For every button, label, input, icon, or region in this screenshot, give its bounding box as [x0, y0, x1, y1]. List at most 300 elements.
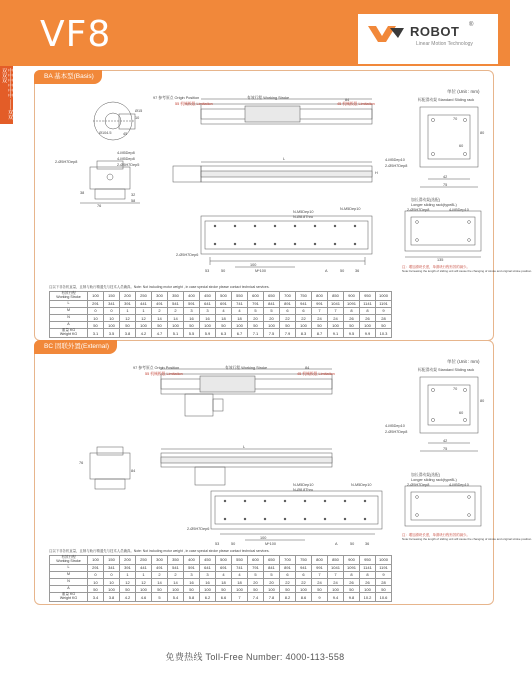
table-cell: 26: [360, 314, 376, 321]
table-cell: 12: [136, 578, 152, 585]
table-cell: 20: [264, 314, 280, 321]
table-cell: 3.4: [88, 593, 104, 602]
table-cell: 20: [264, 578, 280, 585]
table-cell: 1191: [376, 564, 392, 571]
table-cell: 18: [216, 314, 232, 321]
table-cell: 5: [248, 571, 264, 578]
table-cell: 3: [200, 571, 216, 578]
unit-label: 单位 (Unit : mm): [447, 89, 480, 94]
rack-note-en: Note:Increasing the length of sliding unit will cause the changing of stroke and original stroke position.: [402, 269, 532, 273]
rack-note-cn: 注：增加滑块长度，单滑块行程有效的减少。: [402, 533, 470, 537]
table-cell: 5.4: [168, 593, 184, 602]
table-cell: 10.3: [376, 329, 392, 338]
table-cell: 350: [168, 292, 184, 301]
table-cell: 24: [312, 314, 328, 321]
table-row: [50, 593, 392, 602]
height-h-label: H: [375, 171, 378, 175]
table-cell: 100: [104, 586, 120, 593]
dim-80: 80: [480, 399, 485, 403]
dim-70: 70: [453, 387, 458, 391]
mech-limit-right-label: 45 机械极限 Limitation: [337, 102, 375, 106]
table-cell: 50: [216, 586, 232, 593]
table-cell: 100: [136, 322, 152, 329]
table-cell: 100: [104, 322, 120, 329]
table-cell: 100: [200, 322, 216, 329]
table-cell: 4.2: [120, 593, 136, 602]
table-cell: 850: [328, 556, 344, 565]
table-cell: 7: [312, 571, 328, 578]
dim-53: 53: [205, 269, 210, 273]
side-tab-text: 中中中中中中 ——双双双双双: [1, 68, 13, 120]
table-row: [50, 571, 392, 578]
dim-70: 70: [453, 117, 458, 121]
dim-60: 60: [459, 144, 464, 148]
table-row: [50, 578, 392, 585]
table-cell: 12: [120, 578, 136, 585]
table-cell: 22: [280, 314, 296, 321]
table-cell: 9.1: [328, 329, 344, 338]
table-cell: 791: [248, 300, 264, 307]
table-cell: 14: [152, 578, 168, 585]
long-rack-dim-135: 135: [437, 258, 444, 262]
table-cell: 3: [184, 571, 200, 578]
m5-dep8-label: 4-M5Dep8: [117, 151, 135, 155]
table-cell: 891: [280, 300, 296, 307]
table-cell: 6: [296, 571, 312, 578]
table-cell: 7.1: [248, 329, 264, 338]
table-cell: 400: [184, 556, 200, 565]
table-cell: 4: [216, 571, 232, 578]
table-cell: 50: [88, 322, 104, 329]
long-rack-subtitle: Longer sliding rack(type8L): [411, 203, 457, 207]
table-cell: 100: [168, 322, 184, 329]
dim-75: 75: [443, 447, 448, 451]
table-cell: 4.2: [136, 329, 152, 338]
table-cell: 8.7: [312, 329, 328, 338]
table-cell: 24: [328, 314, 344, 321]
table-cell: 1141: [360, 564, 376, 571]
origin-label: 97 参考原点 Origin Position: [153, 96, 200, 100]
table-cell: 2: [152, 307, 168, 314]
table-cell: 300: [152, 556, 168, 565]
m100-label: M*100: [255, 269, 266, 273]
table-cell: 8: [360, 571, 376, 578]
table-row: [50, 564, 392, 571]
table-row: [50, 300, 392, 307]
mech-limit-left-label: 55 机械极限 Limitation: [175, 102, 213, 106]
table-cell: 741: [232, 300, 248, 307]
table-cell: 5.8: [184, 593, 200, 602]
page-header: [0, 0, 510, 66]
dim-104: Ø104.5: [99, 131, 112, 135]
table-cell: 5.9: [200, 329, 216, 338]
long-rack-title: 加长滑动架(选配): [411, 473, 441, 477]
table-cell: 16: [184, 314, 200, 321]
table-row: [50, 322, 392, 329]
table-cell: 841: [264, 564, 280, 571]
table-cell: 7.8: [264, 593, 280, 602]
table-cell: 10.6: [376, 593, 392, 602]
table-cell: 9.8: [344, 593, 360, 602]
table-cell: 100: [264, 586, 280, 593]
table-cell: 28: [376, 314, 392, 321]
mech-limit-left-label: 55 机械极限 Limitation: [145, 372, 183, 376]
dim-a: A: [335, 542, 338, 546]
table-cell: 3.1: [88, 329, 104, 338]
rack-h7-label: 2-Ø5H7Dep8: [385, 430, 408, 434]
table-cell: 9: [312, 593, 328, 602]
table-cell: 8: [344, 571, 360, 578]
table-cell: 10: [88, 314, 104, 321]
brand-tagline: Linear Motion Technology: [416, 41, 473, 47]
table-cell: 391: [120, 564, 136, 571]
small-n-label: N-M5Dep10: [351, 483, 372, 487]
table-cell: 700: [280, 292, 296, 301]
table-cell: 0: [88, 307, 104, 314]
side-tab: [0, 66, 13, 124]
table-cell: 50: [280, 586, 296, 593]
h7-dep8-label: 2-Ø5H7Dep5: [117, 163, 140, 167]
table-cell: 641: [200, 564, 216, 571]
table-cell: 22: [280, 578, 296, 585]
table-cell: 1191: [376, 300, 392, 307]
table-cell: 50: [376, 322, 392, 329]
table-cell: 891: [280, 564, 296, 571]
rack-h7-label: 2-Ø5H7Dep8: [385, 164, 408, 168]
table-cell: 50: [216, 322, 232, 329]
table-cell: 341: [104, 564, 120, 571]
n-m5-label: N-M5Dep10: [293, 483, 314, 487]
table-cell: 1091: [344, 300, 360, 307]
dim-84b: 84: [131, 469, 136, 473]
table-cell: 50: [376, 586, 392, 593]
table-cell: 50: [184, 586, 200, 593]
dim-50b: 50: [350, 542, 355, 546]
table-cell: 941: [296, 564, 312, 571]
rack-title: 标配滑动架 Standard Sliding rack: [418, 98, 475, 102]
table-cell: 5: [264, 571, 280, 578]
rack-m5-label: 4-M5Dep10: [385, 158, 405, 162]
table-cell: 18: [232, 314, 248, 321]
table-cell: 991: [312, 300, 328, 307]
table-cell: 50: [88, 586, 104, 593]
table-cell: 2: [152, 571, 168, 578]
table-cell: 5.1: [168, 329, 184, 338]
table-cell: 1141: [360, 300, 376, 307]
table-cell: 200: [120, 292, 136, 301]
table-cell: 100: [232, 322, 248, 329]
table-cell: 691: [216, 564, 232, 571]
origin-label: 97 参考原点 Origin Position: [133, 366, 180, 370]
table-cell: 100: [296, 322, 312, 329]
table-cell: 441: [136, 300, 152, 307]
dim-53: 53: [215, 542, 220, 546]
length-l-label: L: [243, 445, 246, 449]
panel-basis-tag: BA 基本型(Basis): [34, 70, 102, 84]
table-cell: 有效行程 Working Stroke: [50, 292, 88, 301]
table-cell: 8.2: [280, 593, 296, 602]
table-cell: 650: [264, 292, 280, 301]
table-cell: 150: [104, 556, 120, 565]
dim-45: 45: [123, 132, 128, 136]
table-cell: 900: [344, 292, 360, 301]
table-cell: 591: [184, 564, 200, 571]
table-cell: 1: [120, 307, 136, 314]
brand-name: ROBOT: [410, 24, 460, 39]
table-cell: 1041: [328, 564, 344, 571]
n-thru-label: N-Ø8.8Thru: [293, 488, 314, 492]
table-cell: 500: [216, 292, 232, 301]
table-cell: 5: [264, 307, 280, 314]
table-cell: 1041: [328, 300, 344, 307]
table-cell: 12: [120, 314, 136, 321]
table-cell: 450: [200, 292, 216, 301]
table-cell: 3: [184, 307, 200, 314]
dim-a: A: [325, 269, 328, 273]
length-l-label: L: [283, 157, 286, 161]
dim-75: 75: [443, 183, 448, 187]
table-cell: 100: [200, 586, 216, 593]
table-cell: 100: [360, 322, 376, 329]
working-stroke-label: 有效行程 Working Stroke: [247, 96, 290, 100]
table-cell: 100: [168, 586, 184, 593]
table-cell: 491: [152, 300, 168, 307]
page-title: VF8: [40, 14, 112, 55]
long-rack-m5: 4-M5Dep10: [449, 208, 469, 212]
table-cell: 20: [248, 578, 264, 585]
basis-technical-drawing: [35, 71, 495, 286]
table-header-row: [50, 292, 392, 301]
table-cell: 2: [168, 571, 184, 578]
dim-76: 76: [79, 461, 84, 465]
table-cell: 10.2: [360, 593, 376, 602]
table-cell: 50: [120, 322, 136, 329]
table-cell: 450: [200, 556, 216, 565]
table-cell: 26: [344, 578, 360, 585]
table-cell: 100: [88, 292, 104, 301]
table-cell: 841: [264, 300, 280, 307]
unit-label: 单位 (Unit : mm): [447, 359, 480, 364]
table-cell: 7: [312, 307, 328, 314]
spec-table: [49, 291, 392, 338]
table-cell: L: [50, 300, 88, 307]
table-cell: 9.5: [344, 329, 360, 338]
table-note: 注以下非各机直量，且制与助行精通先与技术人员确真。Note: Not including motor weight , in case special stroke please contact technical services.: [49, 285, 270, 289]
table-cell: 4: [232, 307, 248, 314]
table-cell: 14: [168, 314, 184, 321]
table-cell: 100: [232, 586, 248, 593]
table-cell: 3.8: [104, 593, 120, 602]
table-cell: 400: [184, 292, 200, 301]
table-cell: 600: [248, 556, 264, 565]
table-cell: 0: [104, 571, 120, 578]
working-stroke-label: 有效行程 Working Stroke: [225, 366, 268, 370]
table-cell: 100: [328, 586, 344, 593]
table-cell: 1091: [344, 564, 360, 571]
table-cell: 26: [360, 578, 376, 585]
table-cell: 9.9: [360, 329, 376, 338]
table-cell: 9.4: [328, 593, 344, 602]
dim-42: 42: [443, 175, 448, 179]
table-cell: 550: [232, 292, 248, 301]
rack-note-en: Note:Increasing the length of sliding unit will cause the changing of stroke and original stroke position.: [402, 537, 532, 541]
table-cell: 341: [104, 300, 120, 307]
table-cell: 18: [216, 578, 232, 585]
panel-basis: [34, 70, 532, 341]
table-cell: 291: [88, 300, 104, 307]
table-cell: 9: [376, 571, 392, 578]
table-cell: 5: [152, 593, 168, 602]
dim-50: 50: [221, 269, 226, 273]
dim-50: 50: [231, 542, 236, 546]
table-cell: 50: [344, 586, 360, 593]
table-cell: 3: [200, 307, 216, 314]
table-cell: 50: [248, 586, 264, 593]
table-cell: 700: [280, 556, 296, 565]
table-cell: N: [50, 578, 88, 585]
dim-36: 36: [365, 542, 370, 546]
table-cell: 391: [120, 300, 136, 307]
table-cell: 16: [200, 314, 216, 321]
table-cell: 50: [248, 322, 264, 329]
table-cell: 1: [136, 307, 152, 314]
table-cell: 8.3: [296, 329, 312, 338]
table-cell: L: [50, 564, 88, 571]
table-cell: 50: [312, 322, 328, 329]
long-rack-subtitle: Longer sliding rack(type8L): [411, 478, 457, 482]
rack-title: 标配滑动架 Standard Sliding rack: [418, 368, 475, 372]
robot-logo-icon: [366, 22, 406, 46]
brand-registered-mark: ®: [469, 22, 474, 28]
dim-100-label: 100: [250, 263, 257, 267]
rack-m5-label: 4-M5Dep10: [385, 424, 405, 428]
dim-84: 84: [305, 366, 310, 370]
table-cell: 重量 KG Weight KG: [50, 329, 88, 338]
brand-logo: [358, 14, 498, 64]
table-row: [50, 307, 392, 314]
table-cell: 16: [184, 578, 200, 585]
long-rack-m5: 4-M5Dep10: [449, 483, 469, 487]
dim-15: Ø15: [135, 109, 143, 113]
table-cell: 600: [248, 292, 264, 301]
dim-76: 76: [97, 204, 102, 208]
table-cell: 6: [296, 307, 312, 314]
rack-note-cn: 注：增加滑块长度，单滑块行程有效的减少。: [402, 265, 470, 269]
dim-32: 32: [131, 193, 136, 197]
table-cell: 6: [280, 571, 296, 578]
table-cell: 50: [280, 322, 296, 329]
table-cell: 950: [360, 556, 376, 565]
h7-dep6-label: 2-Ø5H7Dep6: [176, 253, 199, 257]
dim-58: 58: [131, 199, 136, 203]
table-cell: 6: [280, 307, 296, 314]
table-cell: 5: [248, 307, 264, 314]
table-cell: 50: [152, 322, 168, 329]
dim-36: 36: [355, 269, 360, 273]
small-n-label: N-M5Dep10: [340, 207, 361, 211]
table-cell: 7: [232, 593, 248, 602]
table-cell: 6.7: [232, 329, 248, 338]
long-rack-h7: 2-Ø5H7Dep8: [407, 208, 430, 212]
table-cell: 850: [328, 292, 344, 301]
table-cell: 7.4: [248, 593, 264, 602]
table-cell: 300: [152, 292, 168, 301]
table-cell: 8: [344, 307, 360, 314]
table-cell: 4.6: [136, 593, 152, 602]
table-cell: 16: [200, 578, 216, 585]
dim-10: 10: [135, 116, 140, 120]
table-cell: 800: [312, 556, 328, 565]
table-cell: 50: [152, 586, 168, 593]
dim-100-label: 100: [260, 536, 267, 540]
table-cell: 541: [168, 300, 184, 307]
table-cell: 5.5: [184, 329, 200, 338]
table-cell: 6.6: [216, 593, 232, 602]
table-cell: 591: [184, 300, 200, 307]
table-cell: 重量 KG Weight KG: [50, 593, 88, 602]
table-cell: 750: [296, 556, 312, 565]
dim-50b: 50: [340, 269, 345, 273]
long-rack-title: 加长滑动架(选配): [411, 198, 441, 202]
table-cell: 691: [216, 300, 232, 307]
table-cell: A: [50, 586, 88, 593]
table-cell: 791: [248, 564, 264, 571]
table-cell: 800: [312, 292, 328, 301]
table-cell: 491: [152, 564, 168, 571]
table-cell: 250: [136, 556, 152, 565]
table-cell: 10: [104, 314, 120, 321]
table-cell: 500: [216, 556, 232, 565]
table-cell: N: [50, 314, 88, 321]
hotline-footer: 免费热线 Toll-Free Number: 4000-113-558: [165, 652, 345, 662]
table-cell: 350: [168, 556, 184, 565]
table-cell: 0: [104, 307, 120, 314]
table-cell: 3.8: [120, 329, 136, 338]
table-cell: 12: [136, 314, 152, 321]
table-cell: 22: [296, 578, 312, 585]
table-header-row: [50, 556, 392, 565]
table-cell: 641: [200, 300, 216, 307]
table-cell: 18: [232, 578, 248, 585]
table-cell: 100: [88, 556, 104, 565]
table-cell: 541: [168, 564, 184, 571]
table-cell: 50: [344, 322, 360, 329]
table-cell: 9: [376, 307, 392, 314]
table-row: [50, 329, 392, 338]
panel-external-tag: BC 固联外置(External): [34, 340, 117, 354]
table-cell: 24: [328, 578, 344, 585]
table-cell: 741: [232, 564, 248, 571]
spec-table: [49, 555, 392, 602]
table-cell: 22: [296, 314, 312, 321]
table-cell: 1000: [376, 556, 392, 565]
table-cell: 8.6: [296, 593, 312, 602]
table-cell: A: [50, 322, 88, 329]
table-cell: 7.5: [264, 329, 280, 338]
panel-external: [34, 340, 532, 605]
table-cell: 28: [376, 578, 392, 585]
table-row: [50, 314, 392, 321]
table-cell: 8: [360, 307, 376, 314]
table-cell: 900: [344, 556, 360, 565]
table-cell: 14: [152, 314, 168, 321]
table-cell: 650: [264, 556, 280, 565]
table-cell: 20: [248, 314, 264, 321]
table-cell: 100: [360, 586, 376, 593]
dim-60: 60: [459, 411, 464, 415]
dim-42: 42: [443, 439, 448, 443]
table-cell: 24: [312, 578, 328, 585]
